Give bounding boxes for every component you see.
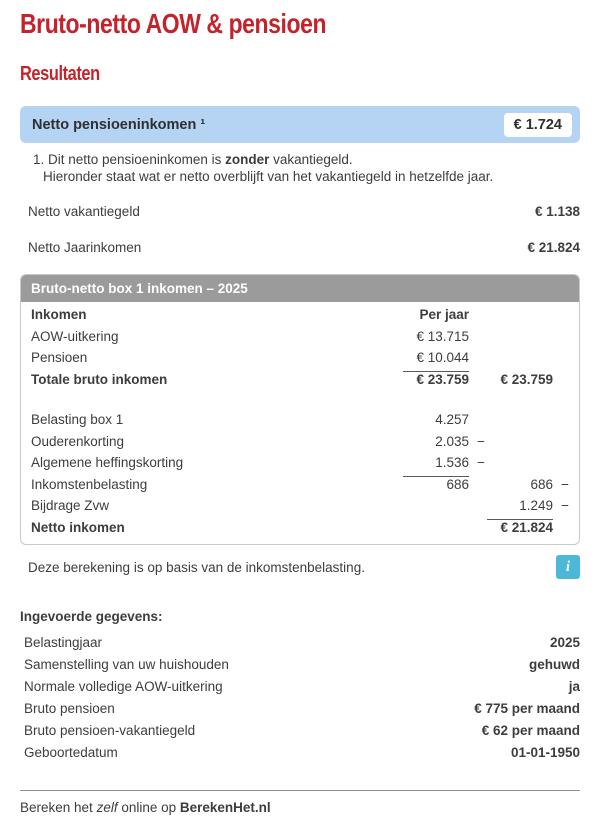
summary-label: Netto Jaarinkomen [28, 240, 142, 255]
table-row: Ouderenkorting 2.035 − [31, 433, 485, 449]
table-row: Totale bruto inkomen € 23.759 € 23.759 [31, 371, 553, 387]
footnote-line-1 [33, 151, 580, 168]
table-row: Inkomstenbelasting 686 686 − [31, 476, 569, 492]
table-row: Belasting box 1 4.257 [31, 412, 469, 427]
result-banner [20, 106, 580, 143]
table-row: Inkomen Per jaar [31, 307, 469, 322]
income-table [20, 274, 580, 545]
table-row: Bijdrage Zvw 1.249 − [31, 495, 569, 517]
table-spacer-row [31, 390, 569, 409]
info-row [20, 555, 580, 579]
input-row-geboortedatum: Geboortedatum 01-01-1950 [24, 745, 580, 760]
footnote [20, 151, 580, 185]
info-text: Deze berekening is op basis van de inkomstenbelasting. [28, 559, 365, 575]
table-row: Algemene heffingskorting 1.536 − [31, 452, 569, 474]
income-table-body [21, 302, 579, 544]
footnote-line-2: Hieronder staat wat er netto overblijft van het vakantiegeld in hetzelfde jaar. [43, 169, 494, 184]
inputs-heading: Ingevoerde gegevens: [20, 609, 163, 624]
input-row-aow-uitkering: Normale volledige AOW-uitkering ja [24, 679, 580, 694]
info-icon[interactable]: i [556, 555, 580, 579]
input-row-bruto-pensioen: Bruto pensioen € 775 per maand [24, 701, 580, 716]
summary-value: € 21.824 [527, 240, 580, 255]
result-banner-label: Netto pensioeninkomen ¹ [32, 116, 206, 133]
footnote-text-1: Dit netto pensioeninkomen is zonder vakantiegeld. [48, 152, 353, 167]
page-title: Bruto-netto AOW & pensioen [20, 8, 327, 39]
footer: Bereken het zelf online op BerekenHet.nl [20, 800, 271, 815]
input-row-belastingjaar: Belastingjaar 2025 [24, 635, 580, 650]
berekenhet-link[interactable]: BerekenHet.nl [179, 800, 271, 815]
result-banner-value: € 1.724 [504, 113, 572, 137]
footnote-number: 1. [33, 152, 45, 167]
summary-value: € 1.138 [534, 204, 580, 219]
footer-divider [20, 790, 580, 791]
income-table-header: Bruto-netto box 1 inkomen – 2025 [21, 275, 579, 302]
summary-row-jaarinkomen [20, 237, 580, 258]
page [0, 8, 600, 815]
table-row: Netto inkomen € 21.824 [31, 519, 553, 535]
table-row: Pensioen € 10.044 [31, 347, 569, 369]
summary-row-vakantiegeld [20, 201, 580, 222]
input-row-vakantiegeld: Bruto pensioen-vakantiegeld € 62 per maand [24, 723, 580, 738]
results-heading: Resultaten [20, 63, 100, 85]
inputs-list [20, 632, 580, 764]
table-row: AOW-uitkering € 13.715 [31, 328, 469, 344]
input-row-huishouden: Samenstelling van uw huishouden gehuwd [24, 657, 580, 672]
summary-label: Netto vakantiegeld [28, 204, 140, 219]
footer-zelf: zelf [96, 800, 118, 815]
